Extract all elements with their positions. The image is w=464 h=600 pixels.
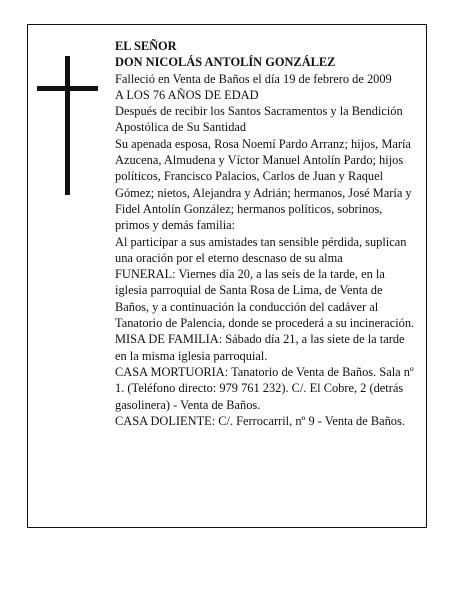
cross-icon — [65, 56, 70, 195]
cross-icon-crossbar — [37, 86, 98, 91]
death-info: Falleció en Venta de Baños el día 19 de febrero de 2009 — [115, 71, 392, 86]
sacraments-paragraph: Después de recibir los Santos Sacramentos y la Bendición Apostólica de Su Santidad — [115, 104, 403, 135]
mourning-house-paragraph: CASA DOLIENTE: C/. Ferrocarril, nº 9 - Venta de Baños. — [115, 413, 405, 428]
family-paragraph: Su apenada esposa, Rosa Noemí Pardo Arranz; hijos, María Azucena, Almudena y Víctor Manuel Antolín Pardo; hijos políticos, Francisco Palacios, Carlos de Juan y Raquel Gómez; nietos, Alejandra y Adrián; hermanos, José María y Fidel Antolín González; hermanos políticos, sobrinos, primos y demás familia: — [115, 136, 412, 233]
obituary-text — [115, 38, 415, 429]
family-mass-paragraph: MISA DE FAMILIA: Sábado día 21, a las siete de la tarde en la misma iglesia parroquial. — [115, 332, 405, 363]
funeral-paragraph: FUNERAL: Viernes día 20, a las seis de la tarde, en la iglesia parroquial de Santa Rosa de Lima, de Venta de Baños, y a continuación la conducción del cadáver al Tanatorio de Palencia, donde se procederá a su incineración. — [115, 267, 415, 331]
mortuary-paragraph: CASA MORTUORIA: Tanatorio de Venta de Baños. Sala nº 1. (Teléfono directo: 979 761 232). C/. El Cobre, 2 (detrás gasolinera) - Venta de Baños. — [115, 364, 414, 412]
request-paragraph: Al participar a sus amistades tan sensible pérdida, suplican una oración por el eterno descnaso de su alma — [115, 234, 407, 265]
deceased-name: DON NICOLÁS ANTOLÍN GONZÁLEZ — [115, 55, 336, 70]
heading-title: EL SEÑOR — [115, 39, 177, 53]
age-line: A LOS 76 AÑOS DE EDAD — [115, 87, 259, 102]
